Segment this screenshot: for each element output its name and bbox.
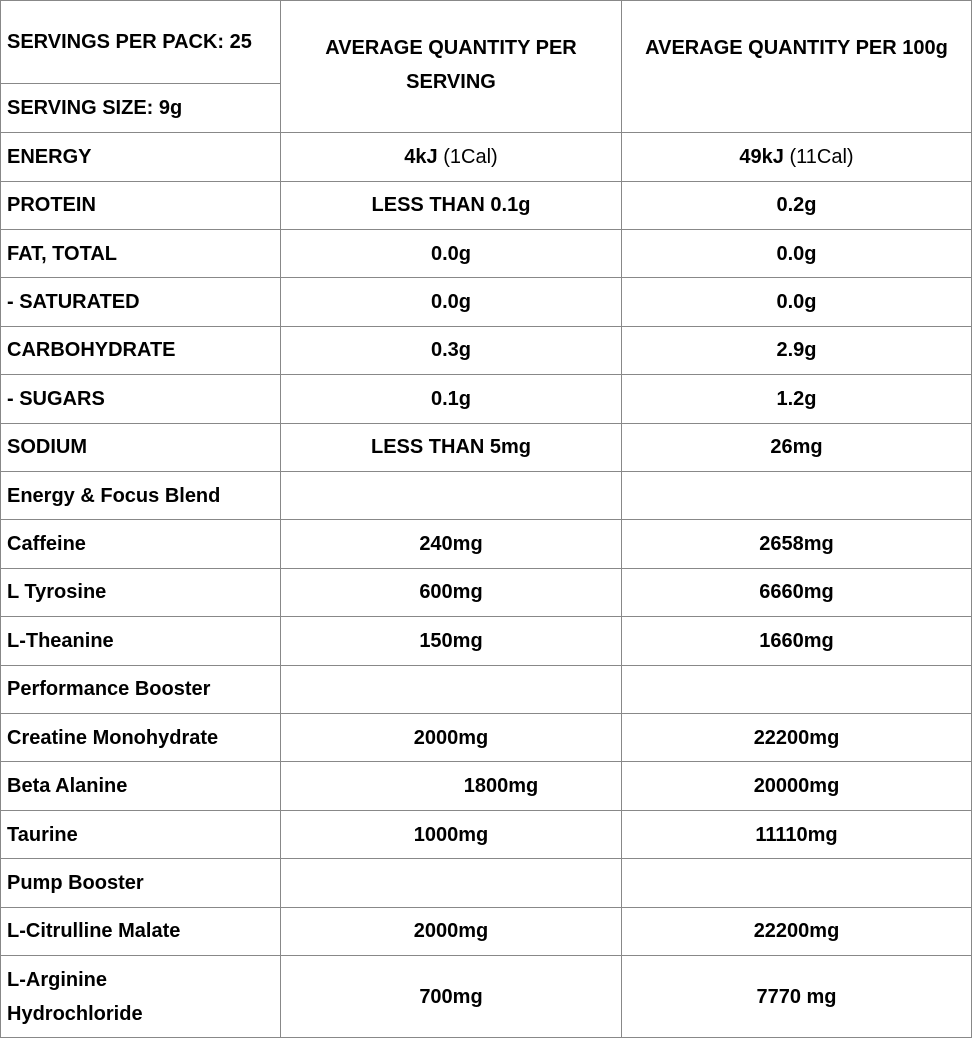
- table-row: [1, 907, 972, 955]
- row-label: Taurine: [1, 810, 281, 858]
- value-per-100g: 1.2g: [622, 375, 972, 423]
- value-per-serving: 240mg: [281, 520, 622, 568]
- value-per-serving: 0.3g: [281, 326, 622, 374]
- value-text: 1800mg: [463, 775, 539, 798]
- table-row: [1, 278, 972, 326]
- section-label: Pump Booster: [1, 859, 281, 907]
- value-per-serving: 2000mg: [281, 907, 622, 955]
- value-per-serving: 150mg: [281, 617, 622, 665]
- serving-size: SERVING SIZE: 9g: [1, 83, 281, 132]
- table-row: [1, 133, 972, 181]
- servings-per-pack: SERVINGS PER PACK: 25: [1, 1, 281, 84]
- value-per-100g: 11110mg: [622, 810, 972, 858]
- table-row: [1, 423, 972, 471]
- row-label: Beta Alanine: [1, 762, 281, 810]
- value-per-100g: [622, 859, 972, 907]
- value-per-serving: LESS THAN 5mg: [281, 423, 622, 471]
- table-row: [1, 375, 972, 423]
- row-label: CARBOHYDRATE: [1, 326, 281, 374]
- table-row: [1, 471, 972, 519]
- row-label: FAT, TOTAL: [1, 229, 281, 277]
- value-per-serving: 0.0g: [281, 278, 622, 326]
- table-row: [1, 229, 972, 277]
- value-per-100g: 0.0g: [622, 278, 972, 326]
- row-label: L-Theanine: [1, 617, 281, 665]
- value-per-100g: 22200mg: [622, 907, 972, 955]
- value-per-100g: 22200mg: [622, 714, 972, 762]
- energy-per100-kj: 49kJ: [739, 145, 784, 168]
- row-label: - SATURATED: [1, 278, 281, 326]
- value-per-100g: [622, 665, 972, 713]
- row-label: SODIUM: [1, 423, 281, 471]
- value-per-100g: [622, 471, 972, 519]
- table-row: [1, 326, 972, 374]
- table-row: [1, 859, 972, 907]
- column-header-per-serving: AVERAGE QUANTITY PER SERVING: [281, 1, 622, 133]
- value-per-serving: 0.1g: [281, 375, 622, 423]
- energy-per100-cal: (11Cal): [783, 145, 854, 168]
- column-header-per-100g: AVERAGE QUANTITY PER 100g: [622, 1, 972, 133]
- value-per-100g: 0.2g: [622, 181, 972, 229]
- value-per-serving: 700mg: [281, 956, 622, 1038]
- table-row: [1, 762, 972, 810]
- row-label: PROTEIN: [1, 181, 281, 229]
- table-row: [1, 568, 972, 616]
- table-row: [1, 956, 972, 1038]
- value-per-100g: 2658mg: [622, 520, 972, 568]
- energy-serving-cal: (1Cal): [437, 145, 498, 168]
- table-row: [1, 665, 972, 713]
- value-per-100g: 1660mg: [622, 617, 972, 665]
- value-per-serving: 600mg: [281, 568, 622, 616]
- table-row: [1, 181, 972, 229]
- value-per-100g: 2.9g: [622, 326, 972, 374]
- value-per-serving: LESS THAN 0.1g: [281, 181, 622, 229]
- value-per-serving: 1000mg: [281, 810, 622, 858]
- value-per-serving: [281, 859, 622, 907]
- value-per-serving: 2000mg: [281, 714, 622, 762]
- row-label: L-Arginine Hydrochloride: [1, 956, 281, 1038]
- row-label: Creatine Monohydrate: [1, 714, 281, 762]
- value-per-serving: [281, 471, 622, 519]
- table-row: [1, 810, 972, 858]
- table-row: [1, 520, 972, 568]
- value-per-100g: 20000mg: [622, 762, 972, 810]
- row-label: ENERGY: [1, 133, 281, 181]
- energy-serving-kj: 4kJ: [404, 145, 438, 168]
- row-label: - SUGARS: [1, 375, 281, 423]
- value-per-100g: 26mg: [622, 423, 972, 471]
- value-per-serving: [281, 665, 622, 713]
- row-label: Caffeine: [1, 520, 281, 568]
- section-label: Performance Booster: [1, 665, 281, 713]
- value-per-serving: [281, 762, 622, 810]
- value-per-100g: 0.0g: [622, 229, 972, 277]
- row-label: L Tyrosine: [1, 568, 281, 616]
- table-row: [1, 714, 972, 762]
- value-per-100g: 7770 mg: [622, 956, 972, 1038]
- energy-per-serving: [281, 133, 622, 181]
- section-label: Energy & Focus Blend: [1, 471, 281, 519]
- value-per-100g: 6660mg: [622, 568, 972, 616]
- value-per-serving: 0.0g: [281, 229, 622, 277]
- row-label: L-Citrulline Malate: [1, 907, 281, 955]
- table-row: [1, 1, 972, 84]
- table-row: [1, 617, 972, 665]
- energy-per-100g: [622, 133, 972, 181]
